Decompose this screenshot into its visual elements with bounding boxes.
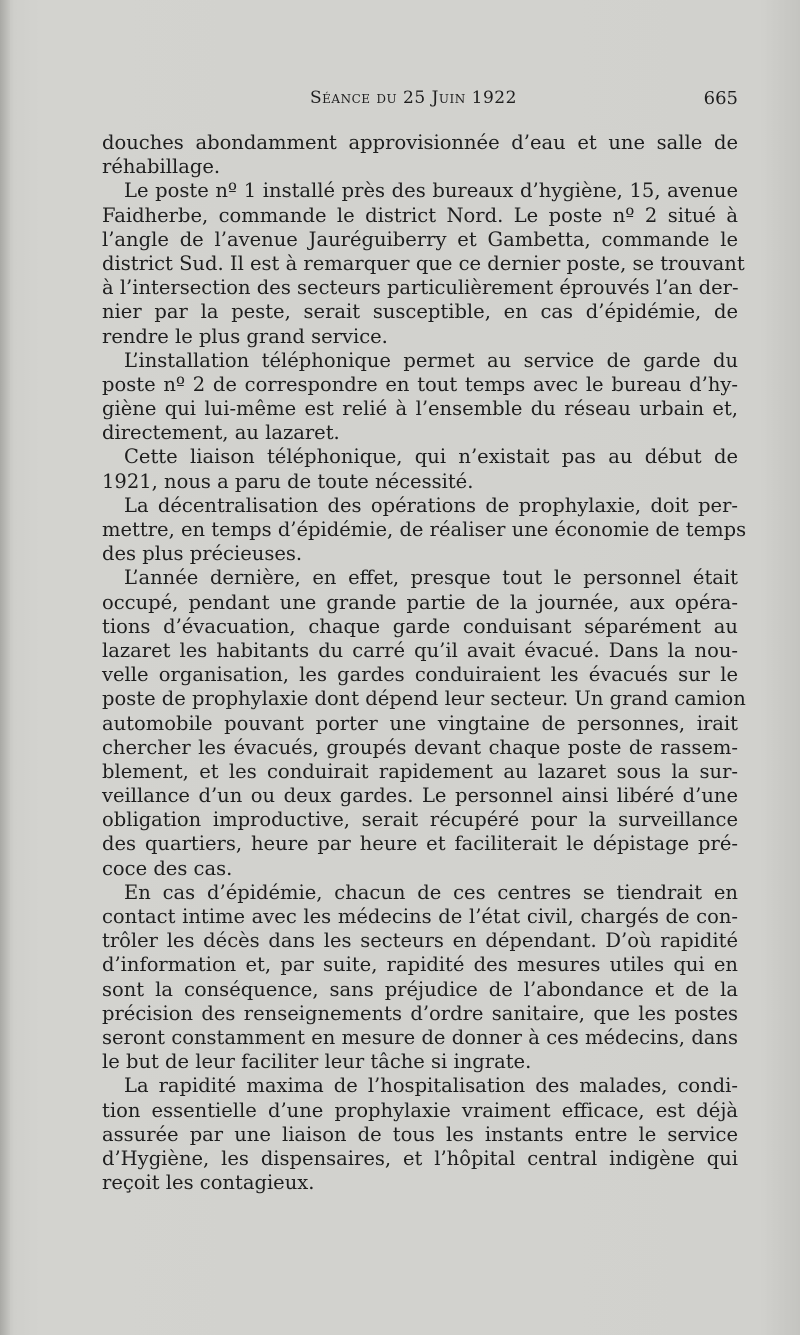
- text-line: lazaret les habitants du carré qu’il avait évacué. Dans la nou-: [102, 638, 738, 662]
- text-line: Le poste nº 1 installé près des bureaux d’hygiène, 15, avenue: [124, 179, 738, 203]
- text-line: coce des cas.: [102, 856, 233, 880]
- text-line: Cette liaison téléphonique, qui n’existait pas au début de: [124, 445, 738, 469]
- text-line: La rapidité maxima de l’hospitalisation des malades, condi-: [124, 1074, 738, 1098]
- text-line: rendre le plus grand service.: [102, 324, 388, 348]
- text-line: L’installation téléphonique permet au service de garde du: [124, 348, 738, 372]
- text-line: occupé, pendant une grande partie de la journée, aux opéra-: [102, 590, 738, 614]
- text-line: directement, au lazaret.: [102, 421, 340, 445]
- text-line: obligation improductive, serait récupéré pour la surveillance: [102, 808, 738, 832]
- text-line: L’année dernière, en effet, presque tout le personnel était: [124, 566, 738, 590]
- text-line: précision des renseignements d’ordre sanitaire, que les postes: [102, 1001, 738, 1025]
- text-line: reçoit les contagieux.: [102, 1171, 315, 1195]
- text-line: veillance d’un ou deux gardes. Le personnel ainsi libéré d’une: [102, 784, 738, 808]
- text-line: Faidherbe, commande le district Nord. Le poste nº 2 situé à: [102, 203, 738, 227]
- text-line: tion essentielle d’une prophylaxie vraiment efficace, est déjà: [102, 1098, 738, 1122]
- text-line: district Sud. Il est à remarquer que ce dernier poste, se trouvant: [102, 251, 745, 275]
- page-number: 665: [703, 88, 738, 109]
- text-line: d’information et, par suite, rapidité des mesures utiles qui en: [102, 953, 738, 977]
- text-line: le but de leur faciliter leur tâche si ingrate.: [102, 1050, 532, 1074]
- text-line: nier par la peste, serait susceptible, en cas d’épidémie, de: [102, 300, 738, 324]
- running-title: Séance du 25 Juin 1922: [310, 88, 517, 108]
- text-line: blement, et les conduirait rapidement au lazaret sous la sur-: [102, 759, 738, 783]
- text-line: En cas d’épidémie, chacun de ces centres se tiendrait en: [124, 880, 738, 904]
- text-line: à l’intersection des secteurs particulièrement éprouvés l’an der-: [102, 276, 739, 300]
- text-line: seront constamment en mesure de donner à ces médecins, dans: [102, 1025, 738, 1049]
- text-line: automobile pouvant porter une vingtaine de personnes, irait: [102, 711, 738, 735]
- text-line: d’Hygiène, les dispensaires, et l’hôpital central indigène qui: [102, 1146, 738, 1170]
- text-line: giène qui lui-même est relié à l’ensemble du réseau urbain et,: [102, 397, 738, 421]
- body-text: [102, 131, 747, 1195]
- text-line: 1921, nous a paru de toute nécessité.: [102, 469, 474, 493]
- text-line: mettre, en temps d’épidémie, de réaliser une économie de temps: [102, 518, 747, 541]
- text-line: chercher les évacués, groupés devant chaque poste de rassem-: [102, 735, 738, 759]
- text-line: poste de prophylaxie dont dépend leur secteur. Un grand camion: [102, 687, 746, 711]
- text-line: trôler les décès dans les secteurs en dépendant. D’où rapidité: [102, 929, 738, 953]
- text-line: sont la conséquence, sans préjudice de l’abondance et de la: [102, 977, 738, 1001]
- text-line: l’angle de l’avenue Jauréguiberry et Gambetta, commande le: [102, 227, 738, 251]
- text-line: contact intime avec les médecins de l’état civil, chargés de con-: [102, 905, 738, 928]
- text-line: tions d’évacuation, chaque garde conduisant séparément au: [102, 614, 738, 638]
- text-line: poste nº 2 de correspondre en tout temps avec le bureau d’hy-: [102, 372, 738, 396]
- text-line: La décentralisation des opérations de prophylaxie, doit per-: [124, 493, 738, 517]
- text-line: des plus précieuses.: [102, 542, 303, 566]
- text-line: velle organisation, les gardes conduiraient les évacués sur le: [102, 663, 738, 687]
- running-head: [102, 88, 738, 114]
- text-line: des quartiers, heure par heure et faciliterait le dépistage pré-: [102, 832, 738, 856]
- text-line: assurée par une liaison de tous les instants entre le service: [102, 1122, 738, 1146]
- text-line: réhabillage.: [102, 155, 221, 179]
- text-line: douches abondamment approvisionnée d’eau et une salle de: [102, 131, 738, 154]
- page-binding-edge: [0, 0, 10, 1335]
